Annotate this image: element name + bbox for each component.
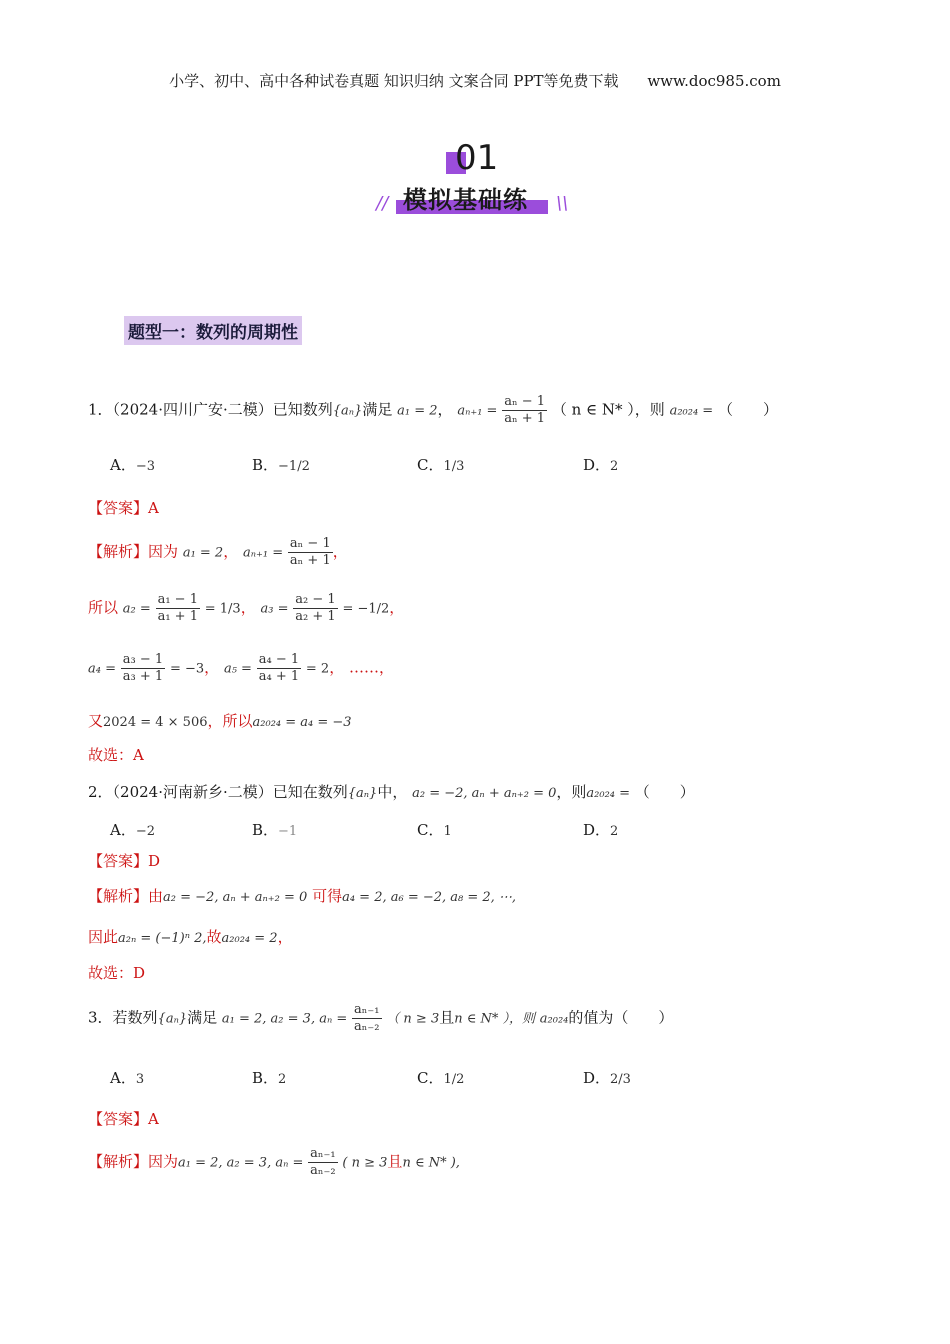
math-expr: a₄ = — [88, 661, 116, 677]
text: 又 — [88, 712, 104, 730]
q1-option-c[interactable] — [417, 454, 464, 475]
q1-fraction — [502, 394, 547, 427]
option-value: 1/2 — [443, 1072, 465, 1087]
q2-prefix: 2．（2024·河南新乡·二模）已知在数列 — [88, 783, 348, 801]
option-label: B． — [252, 456, 279, 474]
option-value: 3 — [135, 1072, 145, 1087]
math-expr: n ∈ N* ), — [402, 1155, 460, 1171]
q1-mid: 满足 — [362, 400, 393, 419]
math-expr: a₁ = 2, a₂ = 3, aₙ = — [178, 1155, 304, 1171]
answer-value: A — [148, 499, 159, 517]
q2-analysis-line-2 — [88, 926, 293, 947]
option-value: −1/2 — [278, 459, 310, 474]
math-expr: a₂ = −2, aₙ + aₙ₊₂ = 0 — [163, 890, 308, 905]
q1-analysis-line-4 — [88, 710, 352, 731]
q2-conclusion: 故选：D — [88, 964, 146, 982]
analysis-tag: 【解析】 — [88, 887, 149, 905]
section-title: 题型一：数列的周期性 — [124, 316, 302, 345]
denominator: a₂ + 1 — [295, 609, 336, 624]
question-2-stem — [88, 781, 695, 802]
text: 故 — [206, 928, 222, 946]
q3-option-d[interactable] — [583, 1067, 631, 1088]
numerator: a₁ − 1 — [157, 592, 198, 607]
option-value: −1 — [278, 824, 298, 839]
badge-title: 模拟基础练 — [403, 186, 528, 214]
question-3-stem — [88, 1002, 673, 1035]
denominator: aₙ + 1 — [289, 553, 331, 568]
option-value: 1/3 — [443, 459, 465, 474]
q1-answer — [88, 497, 159, 518]
q2-option-a[interactable] — [110, 819, 155, 840]
math-expr: a₁ = 2 — [182, 545, 224, 561]
header-text: 小学、初中、高中各种试卷真题 知识归纳 文案合同 PPT等免费下载 — [169, 72, 619, 90]
text: 由 — [148, 887, 164, 905]
q1-cond: （ n ∈ N* ），则 — [551, 400, 665, 419]
option-label: B． — [252, 821, 279, 839]
option-value: −2 — [135, 824, 156, 839]
q1-analysis-line-2: 所以 a₂ = $\frac{\text{a₁ − 1}}{\text{a₁ + 1}}$ = 1/3， a₃ = $\frac{\text{a₂ − 1}}{\text{a₂ + 1}}$ = −1/2， — [88, 592, 405, 624]
q3-target: a₂₀₂₄ — [539, 1011, 569, 1027]
numerator: a₂ − 1 — [295, 592, 336, 607]
answer-value: A — [148, 1110, 159, 1128]
option-label: C． — [417, 821, 444, 839]
q1-comma: ， — [437, 400, 453, 419]
q3-option-c[interactable] — [417, 1067, 464, 1088]
option-label: A． — [110, 1069, 136, 1087]
q3-mid: 满足 — [187, 1008, 218, 1027]
math-expr: a₂ = — [122, 601, 151, 617]
denominator: a₄ + 1 — [258, 669, 300, 684]
q2-answer — [88, 850, 160, 871]
q2-option-d[interactable] — [583, 819, 618, 840]
text: 可得 — [312, 887, 343, 905]
analysis-tag: 【解析】 — [88, 542, 149, 561]
text: ， — [277, 928, 293, 946]
q1-conclusion: 故选：A — [88, 746, 144, 764]
option-label: D． — [583, 821, 611, 839]
q2-paren: （ ） — [634, 783, 695, 801]
fraction — [293, 592, 337, 625]
q1-analysis-line-1: 【解析】因为 a₁ = 2， aₙ₊₁ = $\frac{\text{aₙ − 1}}{\text{aₙ + 1}}$ ， — [88, 536, 348, 568]
fraction — [308, 1146, 337, 1179]
text: 因为 — [148, 542, 179, 561]
denominator: aₙ₋₂ — [354, 1019, 380, 1034]
answer-tag: 【答案】 — [88, 499, 149, 517]
q1-prefix: 1．（2024·四川广安·二模）已知数列 — [88, 400, 333, 419]
fraction — [257, 652, 301, 685]
q1-option-a[interactable] — [110, 454, 155, 475]
q3-seq: {aₙ} — [157, 1011, 188, 1027]
q3-cond2: n ∈ N* ），则 — [454, 1011, 536, 1027]
math-expr: ( n ≥ 3 — [342, 1155, 388, 1171]
q3-end: 的值为（ ） — [568, 1008, 674, 1027]
option-value: 2/3 — [610, 1072, 631, 1087]
q1-seq: {aₙ} — [332, 403, 363, 419]
option-label: C． — [417, 1069, 444, 1087]
option-label: D． — [583, 1069, 611, 1087]
q3-option-b[interactable] — [252, 1067, 286, 1088]
math-expr: = −3 — [169, 661, 205, 677]
option-value: 2 — [610, 824, 619, 839]
option-label: C． — [417, 456, 444, 474]
numerator: a₄ − 1 — [258, 652, 300, 667]
math-expr: 2024 = 4 × 506 — [103, 715, 208, 730]
q1-analysis-line-3: a₄ = $\frac{\text{a₃ − 1}}{\text{a₃ + 1}}$ = −3， a₅ = $\frac{\text{a₄ − 1}}{\text{a₄ + 1}}$ = 2， ……， — [88, 652, 395, 684]
math-expr: a₂ₙ = (−1)ⁿ 2, — [118, 931, 207, 946]
q2-analysis-line-1 — [88, 885, 516, 906]
option-label: A． — [110, 821, 136, 839]
answer-tag: 【答案】 — [88, 852, 149, 870]
q3-prefix: 3．若数列 — [88, 1008, 158, 1027]
q3-fraction — [352, 1002, 381, 1035]
text: 因为 — [148, 1152, 179, 1171]
math-expr: = 1/3 — [204, 601, 241, 617]
fraction — [121, 652, 165, 685]
fraction — [288, 536, 333, 569]
q1-target: a₂₀₂₄ = — [669, 403, 714, 419]
text: 因此 — [88, 928, 119, 946]
badge-number: 01 — [455, 138, 499, 178]
numerator: aₙ₋₁ — [354, 1002, 380, 1017]
option-value: 1 — [443, 824, 452, 839]
question-1-stem — [88, 394, 778, 427]
right-slash-decoration: \\ — [556, 193, 569, 214]
math-expr: aₙ₊₁ = — [243, 545, 284, 561]
text: 所以 — [88, 598, 119, 617]
fraction — [156, 592, 200, 625]
q3-option-a[interactable] — [110, 1067, 144, 1088]
option-value: 2 — [610, 459, 619, 474]
denominator: aₙ₋₂ — [310, 1163, 336, 1178]
q1-a1: a₁ = 2 — [397, 403, 438, 419]
page-header — [0, 70, 950, 91]
math-expr: = −1/2 — [342, 601, 390, 617]
left-slash-decoration: // — [376, 193, 389, 214]
math-expr: a₄ = 2, a₆ = −2, a₈ = 2, ⋯, — [342, 890, 517, 905]
q1-option-b[interactable] — [252, 454, 310, 475]
q3-answer — [88, 1108, 159, 1129]
math-expr: = 2 — [305, 661, 330, 677]
q3-init: a₁ = 2, a₂ = 3, aₙ = — [221, 1011, 348, 1027]
math-expr: a₅ = — [223, 661, 252, 677]
text: 且 — [387, 1152, 403, 1171]
q3-cond1: （ n ≥ 3 — [386, 1011, 440, 1027]
option-label: D． — [583, 456, 611, 474]
denominator: a₁ + 1 — [157, 609, 198, 624]
option-value: −3 — [135, 459, 156, 474]
math-expr: a₃ = — [260, 601, 289, 617]
q2-cond: a₂ = −2, aₙ + aₙ₊₂ = 0 — [412, 786, 557, 801]
option-label: A． — [110, 456, 136, 474]
answer-tag: 【答案】 — [88, 1110, 149, 1128]
q1-option-d[interactable] — [583, 454, 618, 475]
text: ，所以 — [207, 712, 253, 730]
q2-option-c[interactable] — [417, 819, 452, 840]
analysis-tag: 【解析】 — [88, 1152, 149, 1171]
math-expr: a₂₀₂₄ = 2 — [221, 931, 278, 946]
numerator: aₙ₋₁ — [310, 1146, 336, 1161]
q3-analysis-line-1 — [88, 1146, 460, 1179]
q2-then: ，则 — [556, 783, 587, 801]
q1-paren: （ ） — [717, 400, 778, 419]
header-site[interactable]: www.doc985.com — [647, 72, 781, 90]
q1-lhs: aₙ₊₁ = — [457, 403, 498, 419]
q1-den: aₙ + 1 — [504, 411, 546, 426]
q1-num: aₙ − 1 — [504, 394, 546, 409]
numerator: a₃ − 1 — [122, 652, 164, 667]
numerator: aₙ − 1 — [289, 536, 331, 551]
q3-and: 且 — [439, 1008, 455, 1027]
ellipsis: ……， — [349, 658, 395, 677]
q2-mid: 中， — [377, 783, 408, 801]
answer-value: D — [148, 852, 161, 870]
q2-target: a₂₀₂₄ = — [586, 786, 631, 801]
q2-option-b[interactable] — [252, 819, 297, 840]
math-expr: a₂₀₂₄ = a₄ = −3 — [252, 715, 352, 730]
option-value: 2 — [278, 1072, 287, 1087]
denominator: a₃ + 1 — [122, 669, 164, 684]
option-label: B． — [252, 1069, 279, 1087]
q2-seq: {aₙ} — [347, 786, 378, 801]
